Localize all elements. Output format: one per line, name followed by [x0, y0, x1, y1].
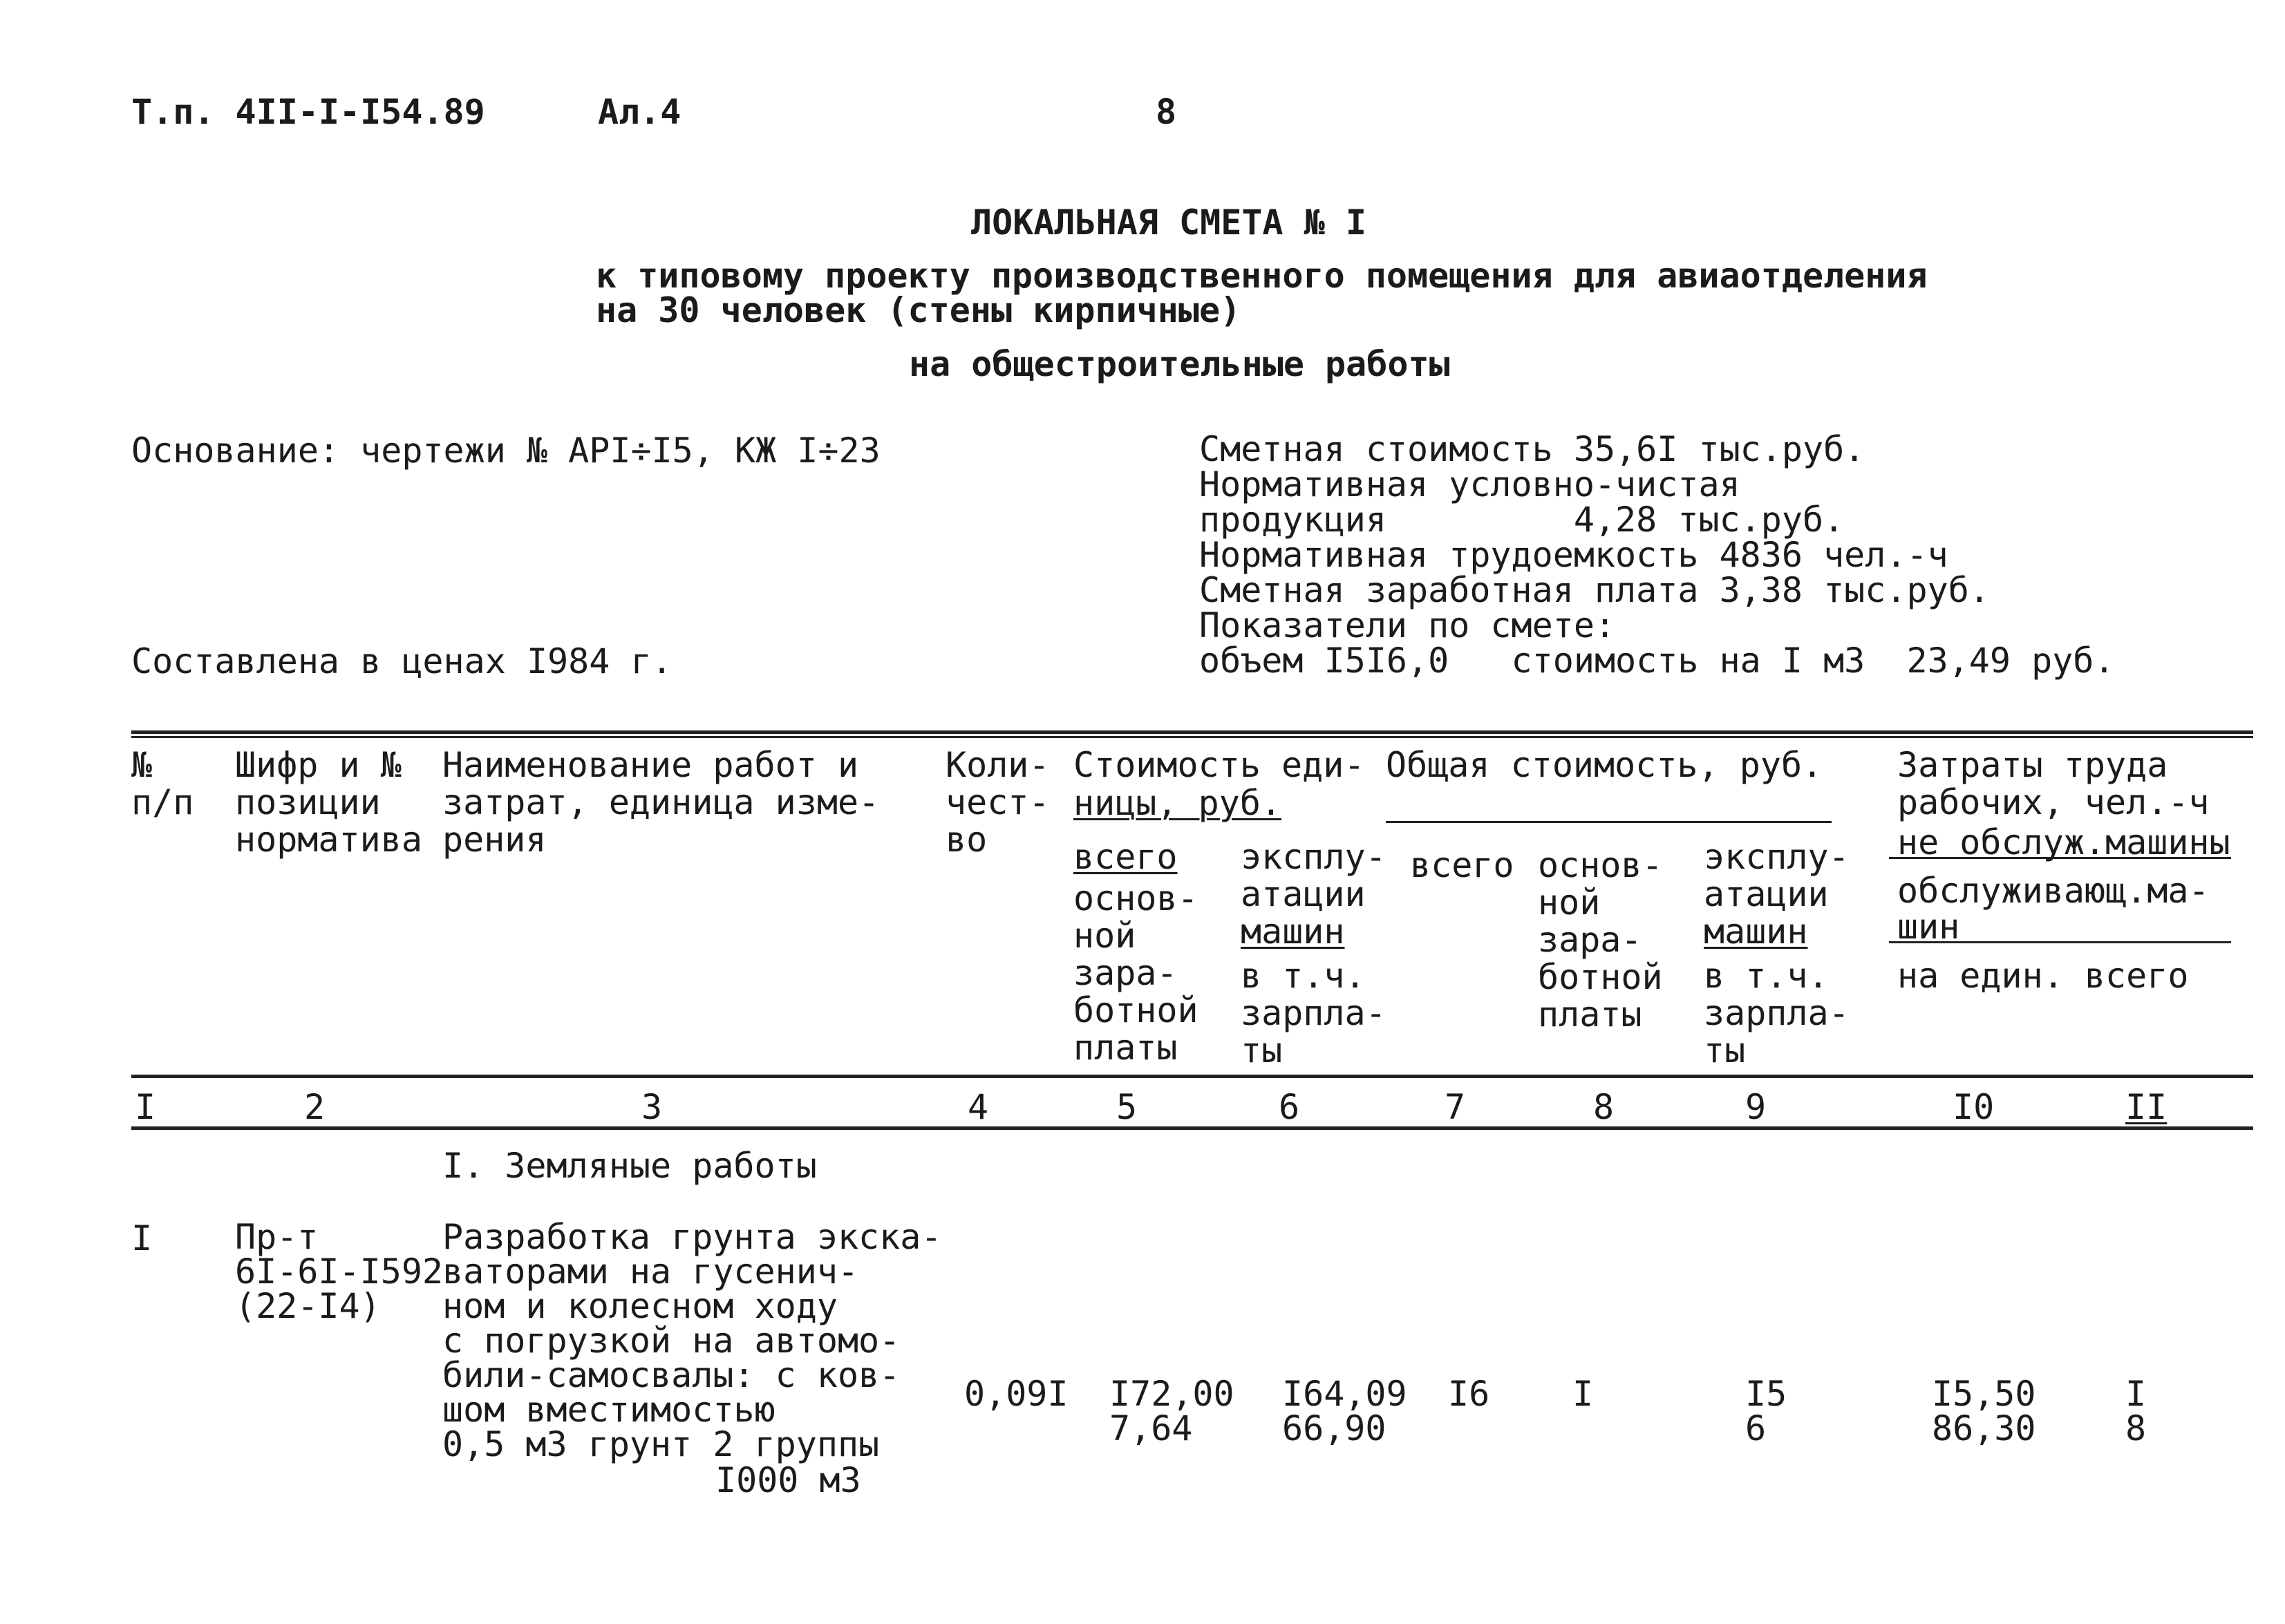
column-number-rule — [131, 1126, 2253, 1130]
labor-sub-header-serving-2: шин — [1897, 907, 1960, 947]
column-number: 4 — [968, 1087, 989, 1127]
col-header-total-machine-text: эксплу- атации — [1704, 837, 1850, 914]
summary-line: Нормативная трудоемкость 4836 чел.-ч — [1199, 535, 1948, 575]
col-header-name: Наименование работ и затрат, единица изме- рения — [442, 745, 880, 860]
col-header-unit-machine-underlined: машин — [1241, 912, 1345, 952]
summary-line: Сметная стоимость 35,6I тыс.руб. — [1199, 429, 1865, 469]
document-code: Т.п. 4II-I-I54.89 — [131, 92, 485, 132]
row-total-machine-wage: 6 — [1745, 1408, 1767, 1448]
col-header-total-wage: основ- ной зара- ботной платы — [1538, 845, 1663, 1035]
labor-sub-header-serving: обслуживающ.ма- — [1897, 871, 2210, 911]
col-header-unit-machine-text: эксплу- атации — [1241, 837, 1386, 914]
estimate-summary — [1199, 429, 2115, 681]
column-number: I0 — [1953, 1087, 1995, 1127]
summary-line: Показатели по смете: — [1199, 605, 1616, 645]
row-labor-unit: I5,50 — [1932, 1374, 2036, 1414]
row-labor-total-serving: 8 — [2125, 1408, 2147, 1448]
column-number: II — [2125, 1087, 2168, 1127]
row-unit-total: I72,00 — [1109, 1374, 1234, 1414]
row-unit: I000 м3 — [715, 1460, 861, 1500]
total-cost-group-header: Общая стоимость, руб. — [1386, 745, 1823, 785]
summary-line: Нормативная условно-чистая — [1199, 464, 1740, 504]
row-total-machine: I5 — [1745, 1374, 1787, 1414]
estimate-title: ЛОКАЛЬНАЯ СМЕТА № I — [971, 202, 1366, 243]
col-header-total: всего — [1410, 845, 1514, 885]
column-number: I — [135, 1087, 156, 1127]
column-number: 2 — [304, 1087, 326, 1127]
page-number: 8 — [1156, 92, 1177, 132]
album-number: Ал.4 — [598, 92, 681, 132]
unit-cost-group-header-2: ницы, руб. — [1073, 783, 1282, 823]
row-name: Разработка грунта экска- ваторами на гусенич- ном и колесном ходу с погрузкой на автомо- били-самосвалы: с ков- шом вместимостью 0,5 м3 грунт 2 группы — [442, 1217, 942, 1464]
col-header-number: № п/п — [131, 745, 194, 822]
summary-line: продукция 4,28 тыс.руб. — [1199, 500, 1845, 540]
row-labor-unit-serving: 86,30 — [1932, 1408, 2036, 1448]
column-number: 6 — [1279, 1087, 1300, 1127]
table-top-rule-2 — [131, 736, 2253, 738]
labor-group-header: Затраты труда рабочих, чел.-ч — [1897, 745, 2210, 822]
section-heading: I. Земляные работы — [442, 1146, 817, 1186]
col-header-code: Шифр и № позиции норматива — [235, 745, 422, 860]
column-number: 5 — [1116, 1087, 1138, 1127]
table-top-rule — [131, 730, 2253, 734]
col-header-unit-total: всего — [1073, 837, 1178, 877]
labor-sub-header-not-serving: не обслуж.машины — [1897, 822, 2230, 862]
estimate-subtitle-line2: на 30 человек (стены кирпичные) — [596, 290, 1241, 330]
summary-line: объем I5I6,0 стоимость на I м3 23,49 руб. — [1199, 641, 2115, 681]
col-header-total-machine-underlined: машин — [1704, 912, 1808, 952]
col-header-unit-machine — [1241, 838, 1386, 950]
column-number: 7 — [1445, 1087, 1466, 1127]
total-cost-group-rule — [1386, 821, 1832, 823]
basis-text: Основание: чертежи № АРI÷I5, КЖ I÷23 — [131, 431, 881, 471]
summary-line: Сметная заработная плата 3,38 тыс.руб. — [1199, 570, 1990, 610]
unit-cost-group-header: Стоимость еди- — [1073, 745, 1365, 785]
column-number: 3 — [641, 1087, 663, 1127]
row-unit-machine: I64,09 — [1282, 1374, 1407, 1414]
labor-sub-header-per-unit: на един. всего — [1897, 956, 2189, 996]
prices-year-text: Составлена в ценах I984 г. — [131, 641, 673, 681]
row-number: I — [131, 1218, 153, 1258]
header-bottom-rule — [131, 1075, 2253, 1078]
col-header-unit-wage: основ- ной зара- ботной платы — [1073, 878, 1198, 1068]
row-total-wage: I — [1572, 1374, 1594, 1414]
col-header-quantity: Коли- чест- во — [946, 745, 1050, 860]
row-unit-wage: 7,64 — [1109, 1408, 1193, 1448]
column-number: 9 — [1745, 1087, 1767, 1127]
row-unit-machine-wage: 66,90 — [1282, 1408, 1386, 1448]
row-code: Пр-т 6I-6I-I592 (22-I4) — [235, 1217, 444, 1326]
column-number: 8 — [1593, 1087, 1615, 1127]
row-quantity: 0,09I — [964, 1374, 1069, 1414]
row-labor-total: I — [2125, 1374, 2147, 1414]
col-header-total-machine — [1704, 838, 1850, 950]
col-header-total-machine-wage: в т.ч. зарпла- ты — [1704, 956, 1850, 1070]
row-total: I6 — [1448, 1374, 1490, 1414]
col-header-unit-machine-wage: в т.ч. зарпла- ты — [1241, 956, 1386, 1070]
estimate-subtitle-line1: к типовому проекту производственного помещения для авиаотделения — [596, 256, 1928, 296]
estimate-subtitle-line3: на общестроительные работы — [909, 344, 1450, 384]
